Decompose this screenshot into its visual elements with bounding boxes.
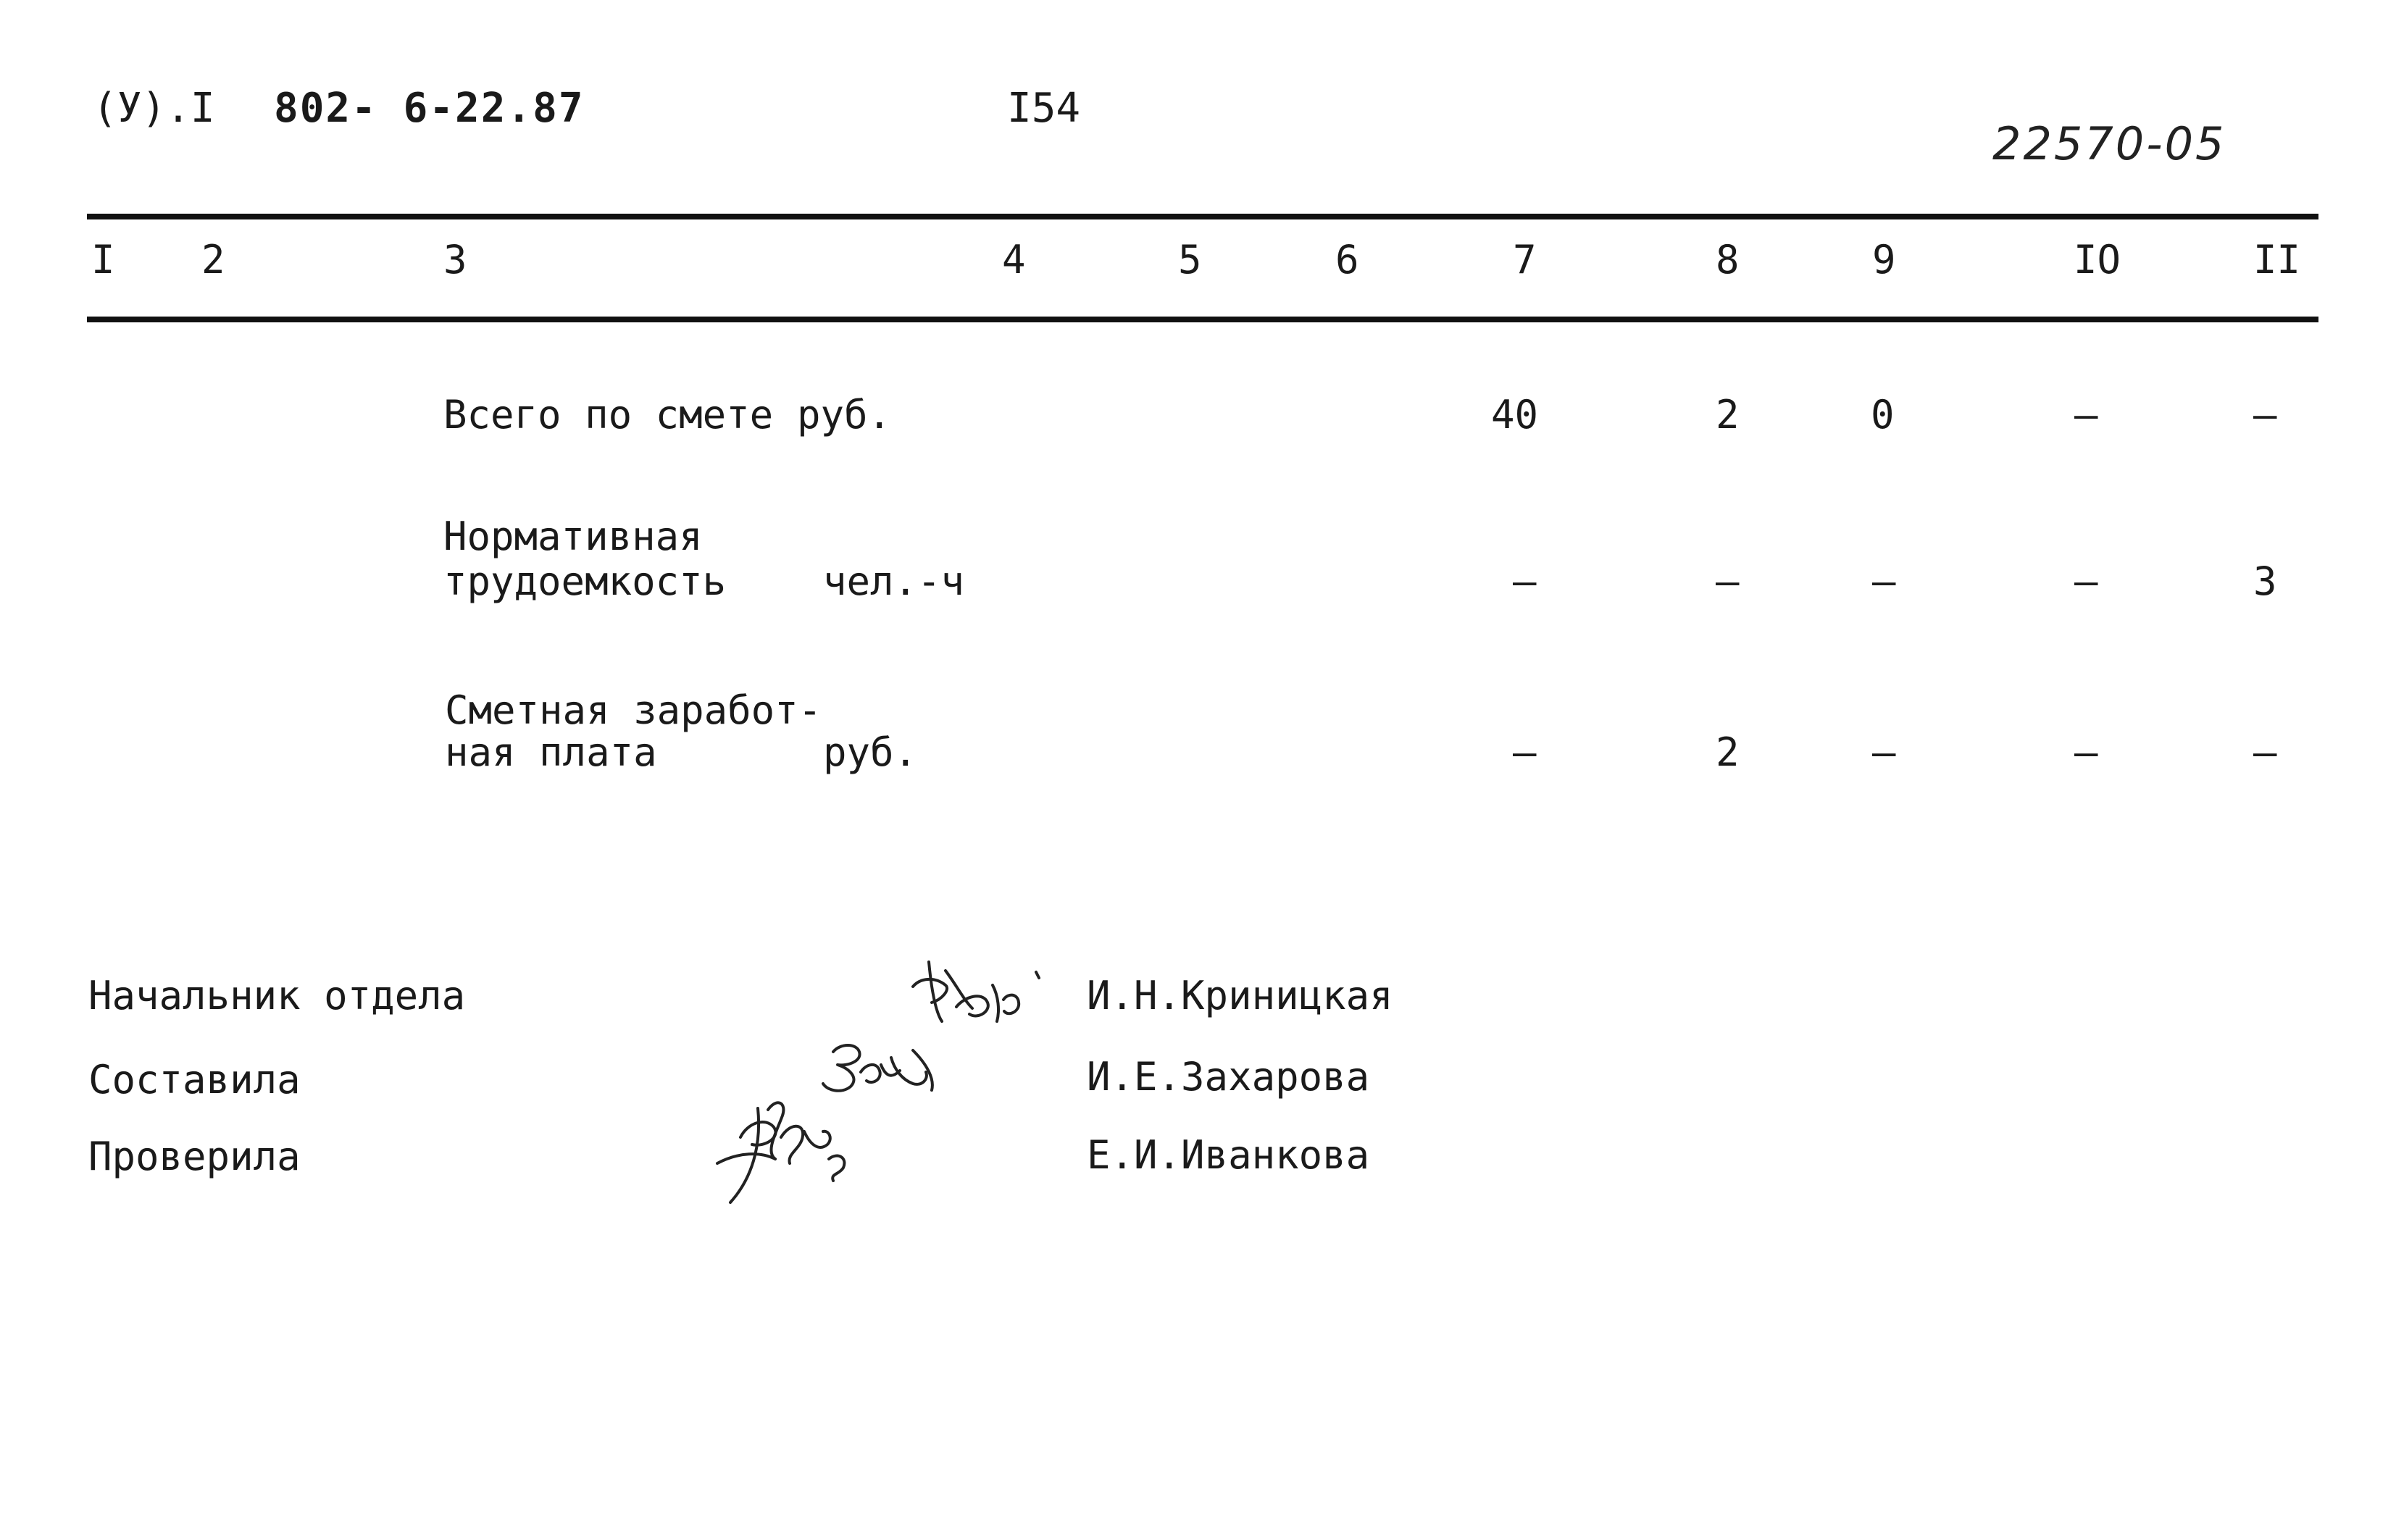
column-number: 5: [1178, 237, 1202, 283]
signature-name: И.Н.Криницкая: [1087, 973, 1393, 1018]
table-header-rule: [87, 317, 2318, 322]
signature-stroke: [993, 985, 1019, 1021]
cell-col-8: 2: [1716, 392, 1740, 438]
cell-col-9: –: [1872, 558, 1896, 604]
cell-col-10: –: [2074, 558, 2098, 604]
cell-col-9: 0: [1871, 392, 1895, 438]
column-number: 7: [1513, 237, 1537, 283]
order-number: 22570-05: [1992, 117, 2226, 170]
column-number: I: [91, 237, 115, 283]
signature-stroke: [823, 1045, 860, 1091]
column-number: 6: [1335, 237, 1359, 283]
page-number: I54: [1007, 85, 1081, 132]
row-name-line-1: Сметная заработ-: [445, 687, 822, 733]
signature-stroke: [929, 962, 972, 1021]
cell-col-11: –: [2253, 392, 2277, 438]
row-name: Всего по смете: [443, 392, 774, 438]
row-unit: чел.-ч: [823, 558, 965, 604]
signature-stroke: [717, 1154, 775, 1163]
signature-stroke: [861, 1058, 927, 1084]
signature-role: Проверила: [88, 1134, 301, 1179]
row-name-line-2: ная плата: [445, 729, 657, 775]
signature-name: И.Е.Захарова: [1087, 1054, 1370, 1100]
cell-col-11: –: [2253, 729, 2277, 775]
signature-stroke: [1036, 972, 1039, 978]
project-code: 802- 6-22.87: [274, 85, 585, 132]
cell-col-8: 2: [1716, 729, 1740, 775]
cell-col-7: 40: [1491, 392, 1539, 438]
column-number: 3: [443, 237, 467, 283]
handwritten-signatures: [696, 942, 1072, 1217]
signature-role: Начальник отдела: [88, 973, 466, 1018]
row-unit: руб.: [823, 729, 918, 775]
cell-col-10: –: [2074, 729, 2098, 775]
cell-col-10: –: [2074, 392, 2098, 438]
column-number: 4: [1002, 237, 1026, 283]
signature-name: Е.И.Иванкова: [1087, 1132, 1370, 1178]
column-number: 2: [201, 237, 225, 283]
signature-stroke: [829, 1156, 844, 1181]
cell-col-9: –: [1872, 729, 1896, 775]
signature-stroke: [781, 1126, 830, 1163]
signature-stroke: [956, 996, 988, 1016]
cell-col-7: –: [1513, 729, 1537, 775]
cell-col-7: –: [1513, 558, 1537, 604]
row-unit: руб.: [797, 392, 892, 438]
column-number: IO: [2074, 237, 2121, 283]
column-number: 9: [1872, 237, 1896, 283]
column-number: II: [2253, 237, 2301, 283]
document-reference: (У).I: [93, 85, 215, 132]
table-top-rule: [87, 214, 2318, 219]
column-number: 8: [1716, 237, 1740, 283]
cell-col-11: 3: [2253, 558, 2277, 604]
signature-role: Составила: [88, 1057, 301, 1102]
signature-stroke: [730, 1102, 783, 1202]
row-name-line-2: трудоемкость: [443, 558, 727, 604]
row-name-line-1: Нормативная: [443, 514, 703, 559]
cell-col-8: –: [1716, 558, 1740, 604]
